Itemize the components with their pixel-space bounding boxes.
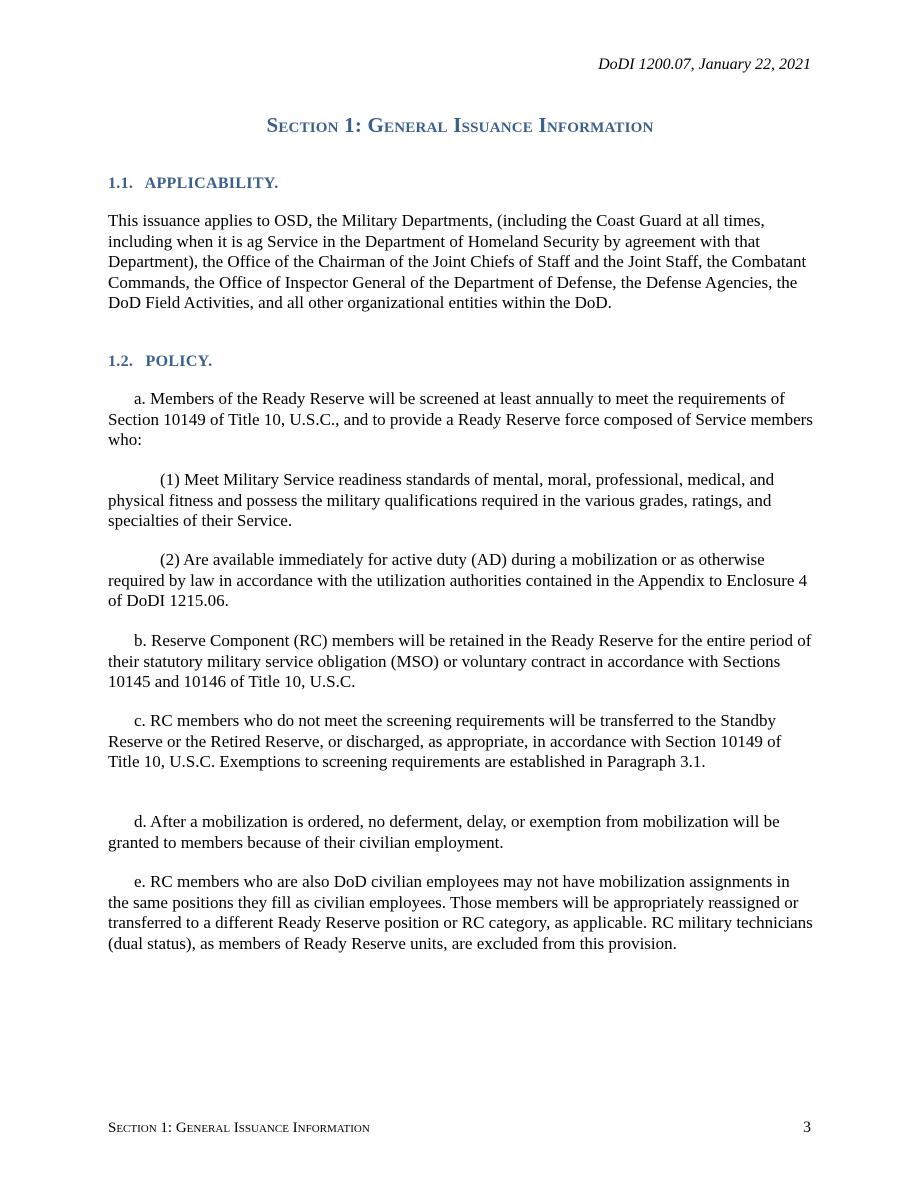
policy-paragraph-a2: (2) Are available immediately for active duty (AD) during a mobilization or as otherwise required by law in accordance with the utilization authorities contained in the Appendix to Enclosure 4 of DoDI 1215.06. (108, 550, 808, 610)
heading-policy (108, 352, 212, 372)
section-title: Section 1: General Issuance Information (266, 113, 654, 137)
heading-text: POLICY. (145, 353, 213, 370)
heading-text: APPLICABILITY. (144, 175, 279, 192)
policy-paragraph-b: b. Reserve Component (RC) members will be retained in the Ready Reserve for the entire period of their statutory military service obligation (MSO) or voluntary contract in accordance with Sections 10145 and 10146 of Title 10, U.S.C. (108, 631, 812, 691)
policy-paragraph-d: d. After a mobilization is ordered, no deferment, delay, or exemption from mobilization will be granted to members because of their civilian employment. (108, 812, 780, 852)
policy-paragraph-e: e. RC members who are also DoD civilian employees may not have mobilization assignments in the same positions they fill as civilian employees. Those members will be appropriately reassigned or transferred to a different Ready Reserve position or RC category, as applicable. RC military technicians (dual status), as members of Ready Reserve units, are excluded from this provision. (108, 872, 813, 953)
policy-paragraph-a: a. Members of the Ready Reserve will be screened at least annually to meet the requirements of Section 10149 of Title 10, U.S.C., and to provide a Ready Reserve force composed of Service members who: (108, 389, 813, 449)
policy-paragraph-c: c. RC members who do not meet the screening requirements will be transferred to the Standby Reserve or the Retired Reserve, or discharged, as appropriate, in accordance with Section 10149 of Title 10, U.S.C. Exemptions to screening requirements are established in Paragraph 3.1. (108, 711, 782, 771)
heading-number: 1.2. (108, 353, 134, 370)
heading-number: 1.1. (108, 175, 134, 192)
page-number: 3 (803, 1119, 811, 1136)
document-reference: DoDI 1200.07, January 22, 2021 (598, 56, 811, 73)
policy-paragraph-a1: (1) Meet Military Service readiness standards of mental, moral, professional, medical, and physical fitness and possess the military qualifications required in the various grades, ratings, and specialties of their Service. (108, 470, 775, 530)
applicability-paragraph: This issuance applies to OSD, the Military Departments, (including the Coast Guard at all times, including when it is ag Service in the Department of Homeland Security by agreement with that Department), the Office of the Chairman of the Joint Chiefs of Staff and the Joint Staff, the Combatant Commands, the Office of Inspector General of the Department of Defense, the Defense Agencies, the DoD Field Activities, and all other organizational entities within the DoD. (108, 211, 807, 312)
heading-applicability (108, 174, 279, 194)
footer-section-title: Section 1: General Issuance Information (108, 1120, 370, 1136)
